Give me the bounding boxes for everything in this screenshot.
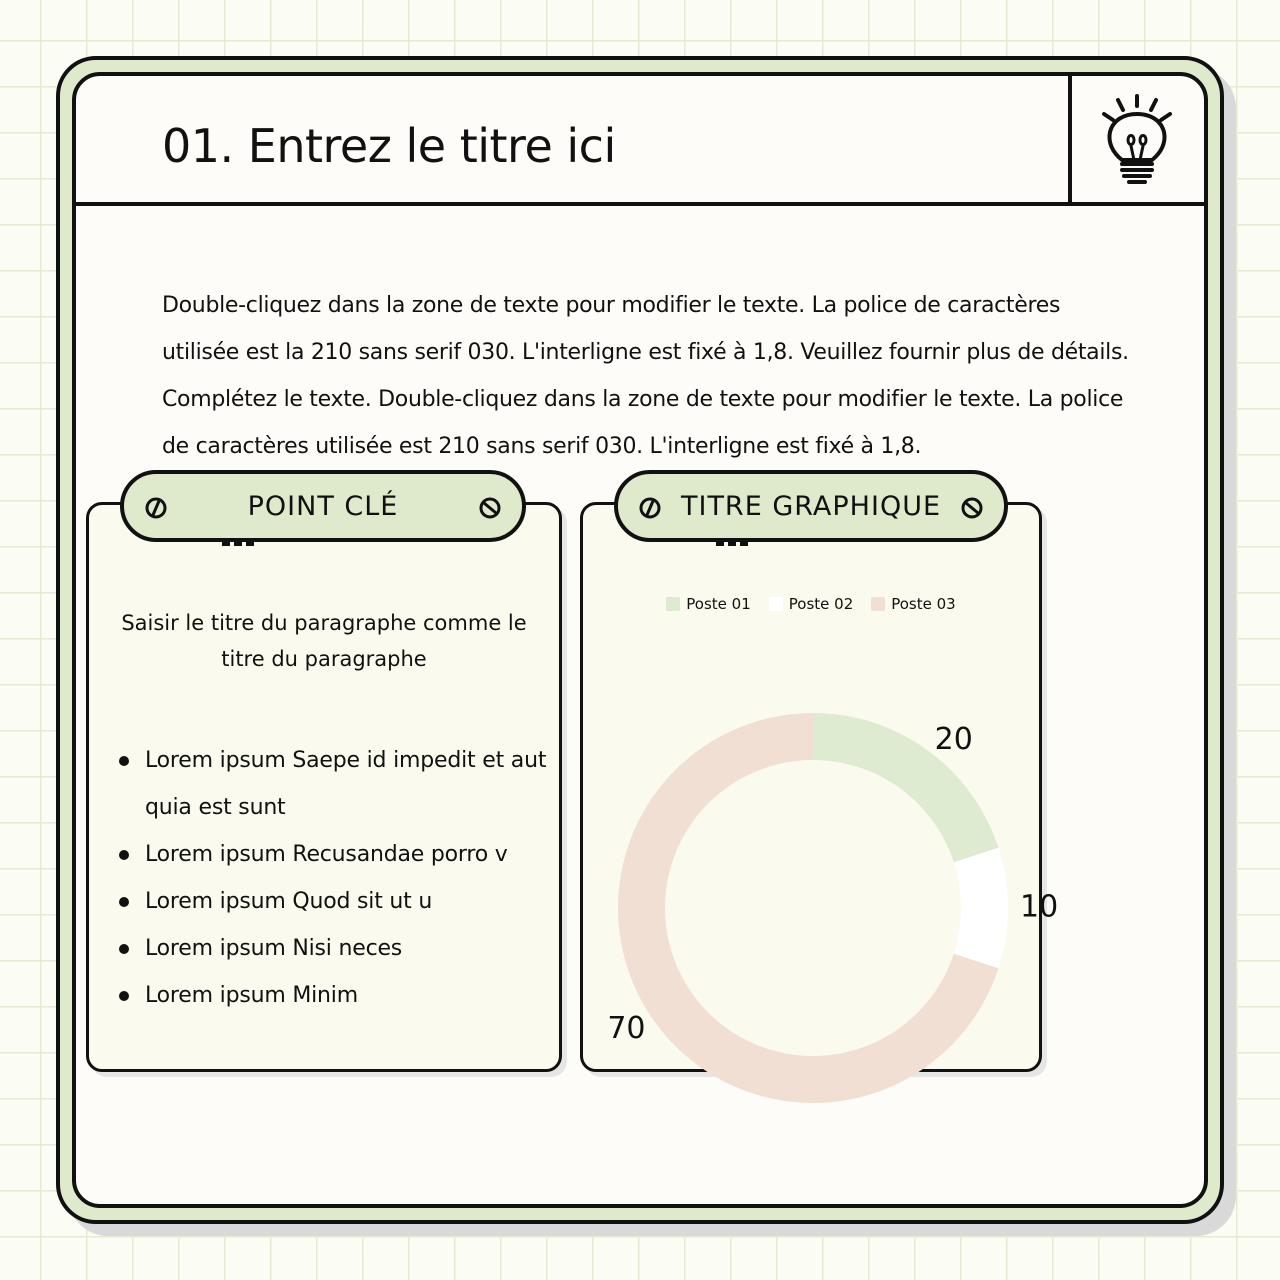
legend-label: Poste 01 xyxy=(686,595,751,613)
slashed-circle-icon xyxy=(638,496,662,520)
prohibited-circle-icon xyxy=(960,496,984,520)
chart-label: TITRE GRAPHIQUE xyxy=(680,490,942,522)
pill-dash-decoration xyxy=(716,542,752,546)
lightbulb-icon xyxy=(1092,88,1182,188)
legend-label: Poste 03 xyxy=(891,595,956,613)
list-item: Lorem ipsum Nisi neces xyxy=(119,925,549,972)
legend-label: Poste 02 xyxy=(788,595,854,613)
slashed-circle-icon xyxy=(144,496,168,520)
chart-pill xyxy=(614,470,1008,542)
list-item: Lorem ipsum Minim xyxy=(119,972,549,1019)
data-label: 20 xyxy=(934,722,973,758)
intro-paragraph: Double-cliquez dans la zone de texte pour modifier le texte. La police de caractères utilisée est la 210 sans serif 030. L'interligne est fixé à 1,8. Veuillez fournir plus de détails. Complétez le texte. Double-cliquez dans la zone de texte pour modifier le texte. La police de caractères utilisée est 210 sans serif 030. L'interligne est fixé à 1,8. xyxy=(162,293,1129,459)
pill-dash-decoration xyxy=(222,542,258,546)
keypoint-list xyxy=(119,737,549,1019)
header-divider xyxy=(1068,76,1072,206)
data-label: 70 xyxy=(607,1011,646,1047)
keypoint-label: POINT CLÉ xyxy=(247,490,399,522)
keypoint-card xyxy=(86,502,562,1072)
keypoint-subtitle: Saisir le titre du paragraphe comme le titre du paragraphe xyxy=(121,611,527,671)
list-item: Lorem ipsum Recusandae porro v xyxy=(119,831,549,878)
donut-slice xyxy=(954,848,1008,969)
donut-chart xyxy=(583,505,1059,1069)
chart-card xyxy=(580,502,1059,1072)
page-title: 01. Entrez le titre ici xyxy=(162,119,616,173)
keypoint-pill xyxy=(120,470,526,542)
prohibited-circle-icon xyxy=(478,496,502,520)
list-item: Lorem ipsum Saepe id impedit et aut quia est sunt xyxy=(119,737,549,831)
list-item: Lorem ipsum Quod sit ut u xyxy=(119,878,549,925)
data-label: 10 xyxy=(1020,889,1059,925)
header xyxy=(76,76,1204,206)
